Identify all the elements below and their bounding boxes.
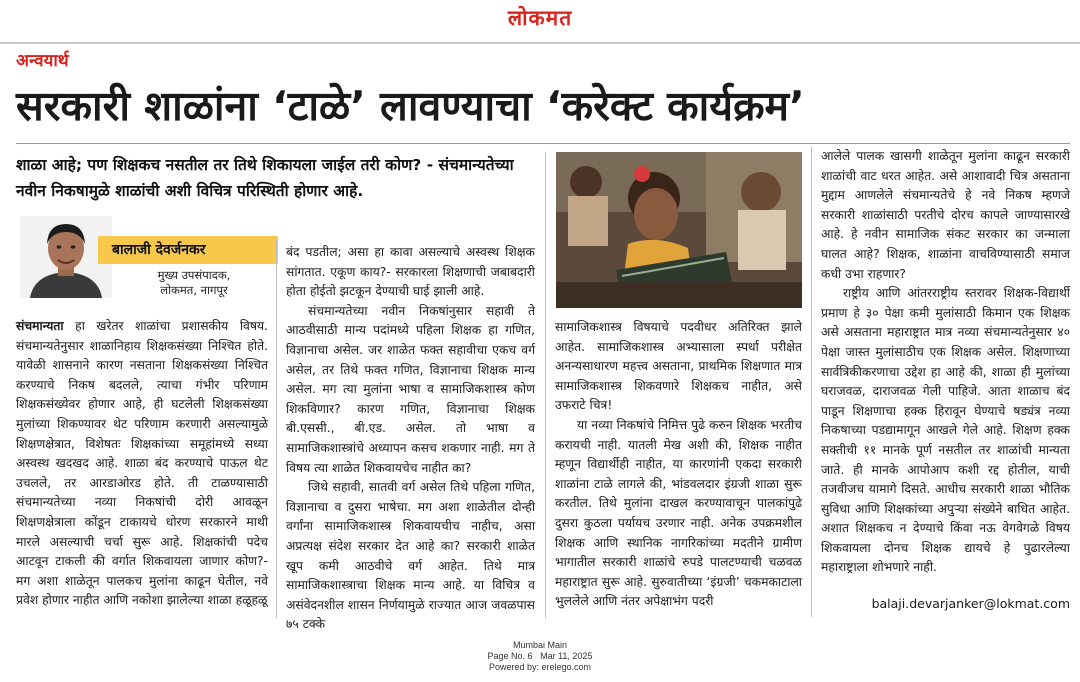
footer-edition: Mumbai Main xyxy=(512,640,568,650)
byline-name: बालाजी देवर्जनकर xyxy=(112,242,206,258)
article-column-3 xyxy=(555,318,802,616)
masthead-logo: लोकमत xyxy=(507,6,573,30)
lead-word: संचमान्यता xyxy=(16,319,64,333)
column-divider xyxy=(811,147,812,617)
paragraph xyxy=(16,317,268,611)
article-column-2 xyxy=(286,243,535,632)
article-deck: शाळा आहे; पण शिक्षकच नसतील तर तिथे शिकायला जाईल तरी कोण? - संचमान्यतेच्या नवीन निकषामुळे शाळांची अशी विचित्र परिस्थिती होणार आहे. xyxy=(16,156,514,200)
footer-date: Mar 11, 2025 xyxy=(540,651,593,661)
column-divider xyxy=(545,152,546,618)
headline-rule xyxy=(16,143,1070,144)
article-column-4 xyxy=(821,147,1070,599)
paragraph: जिथे सहावी, सातवी वर्ग असेल तिथे पहिला गणित, विज्ञानाचा व दुसरा भाषेचा. मग अशा शाळेतील दोन्ही वर्गांना सामाजिकशास्त्र शिकवायचीच नाहीच, असा अप्रत्यक्ष संदेश सरकार देत आहे का? सरकारी शाळेत खूप कमी आठवीचे वर्ग आहेत. तिथे मात्र सामाजिकशास्त्राचा शिक्षक मान्य आहे. या विचित्र व असंवेदनशील शासन निर्णयामुळे राज्यात आज जवळपास ७५ टक्के xyxy=(286,480,535,632)
classroom-children-photo-icon xyxy=(556,152,802,308)
byline-box xyxy=(16,216,278,304)
article-headline: सरकारी शाळांना ‘टाळे’ लावण्याचा ‘करेक्ट कार्यक्रम’ xyxy=(16,82,805,130)
article-photo xyxy=(556,152,802,308)
paragraph: संचमान्यतेच्या नवीन निकषांनुसार सहावी ते आठवीसाठी मान्य पदांमध्ये पहिला शिक्षक हा गणित, विज्ञानाचा असेल. जर शाळेत फक्त सहावीचा एकच वर्ग असेल, तर तिथे फक्त गणित, विज्ञानाचा शिक्षक मान्य असेल. मग त्या मुलांना भाषा व सामाजिकशास्त्र कोण शिकविणार? कारण गणित, विज्ञानाचा शिक्षक बी.एससी., बी.एड. असेल. तो भाषा व सामाजिकशास्त्रांचे अध्यापन कसच शकणार नाही. मग ते विषय त्या शाळेत शिकवायचेच नाहीत का? xyxy=(286,303,535,475)
page-footer xyxy=(400,640,680,673)
section-kicker: अन्वयार्थ xyxy=(16,51,69,71)
article-column-1 xyxy=(16,317,268,617)
paragraph: सामाजिकशास्त्र विषयाचे पदवीधर अतिरिक्त झाले आहेत. सामाजिकशास्त्र अभ्यासाला स्पर्धा परीक्षेत अनन्यसाधारण महत्त्व असताना, प्राथमिक शिक्षणात मात्र सामाजिकशास्त्र शिकवणारे शिक्षकच नाहीत, असे उफराटे चित्र! xyxy=(555,320,802,413)
byline-role-line2: लोकमत, नागपूर xyxy=(160,283,228,297)
byline-role xyxy=(114,268,274,298)
paragraph-text: हा खरेतर शाळांचा प्रशासकीय विषय. संचमान्यतेनुसार शाळानिहाय शिक्षकसंख्या निश्चित होते. यावेळी शासनाने कारण नसताना शिक्षकसंख्या निश्चित करण्याचे निकष बदलले, त्याचा गंभीर परिणाम शिक्षकसंख्येवर होणार आहे, ही घटलेली शिक्षकसंख्या मुलांच्या शिकण्यावर थेट परिणाम करणारी असल्यामुळे शिक्षणक्षेत्रात, विशेषतः शिक्षकांच्या समूहांमध्ये सध्या अस्वस्थ खदखद आहे. शाळा बंद करण्याचे पाऊल थेट उचलले, तर आरडाओरड होते. ती टाळण्यासाठी संचमान्यतेच्या नव्या निकषांची दोरी आवळून शिक्षणक्षेत्राला कोंडून टाकायचे धोरण सरकारने माथी मारले असल्याची चर्चा सुरू आहे. शिक्षकांची पदेच आटवून टाकली की वर्गात शिकवायला जाणार कोण?- मग अशा शाळेतून पालकच मुलांना काढून घेतील, नवे प्रवेश होणार नाहीत आणि नकोशा झालेल्या शाळा हळूहळू xyxy=(16,319,268,608)
paragraph: या नव्या निकषांचे निमित्त पुढे करुन शिक्षक भरतीच करायची नाही. यातली मेख अशी की, शिक्षक नाहीत म्हणून विद्यार्थीही नाहीत, या कारणांनी एकदा सरकारी शाळांना टाळे लागले की, भांडवलदार इंग्रजी शाळा सुरू करतील. तिथे मुलांना दाखल करण्यावाचून पालकांपुढे दुसरा कुठला पर्यायच उरणार नाही. अनेक उपक्रमशील शिक्षक आणि स्थानिक नागरिकांच्या मदतीने ग्रामीण भागातील सरकारी शाळांचे रुपडे पालटण्याची चळवळ महाराष्ट्रात सुरू आहे. सुरुवातीच्या ‘इंग्रजी’ चकमकाटाला भुललेले आणि नंतर अपेक्षाभंग पदरी xyxy=(555,417,802,609)
column-divider xyxy=(276,240,277,618)
paragraph: आलेले पालक खासगी शाळेतून मुलांना काढून सरकारी शाळांची वाट धरत आहेत. असे आशावादी चित्र असताना मुद्दाम आणलेले संचमान्यतेचे हे नवे निकष म्हणजे सरकारी शाळांसाठी परतीचे दोरच कापले जाण्यासारखे आहे. हे नवीन सामाजिक संकट सरकार का जन्माला घालत आहे? शिक्षक, शाळांना वाचविण्यासाठी समाज कधी उभा राहणार? xyxy=(821,149,1070,281)
masthead-rule xyxy=(0,42,1080,44)
byline-role-line1: मुख्य उपसंपादक, xyxy=(157,268,231,282)
paragraph: बंद पडतील; असा हा कावा असल्याचे अस्वस्थ शिक्षक सांगतात. एकूण काय?- सरकारला शिक्षणाची जबाबदारी होता होईतो झटकून देण्याची घाई झाली आहे. xyxy=(286,245,535,299)
paragraph: राष्ट्रीय आणि आंतरराष्ट्रीय स्तरावर शिक्षक-विद्यार्थी प्रमाण हे ३० पेक्षा कमी मुलांसाठी किमान एक शिक्षक असे असताना महाराष्ट्रात मात्र नव्या संचमान्यतेनुसार ४० पेक्षा जास्त मुलांसाठीच एक शिक्षक असेल. शिक्षणाच्या सार्वत्रिकीकरणाचा उद्देश हा आहे की, शाळा ही मुलांच्या घराजवळ, दाराजवळ गेली पाहिजे. आता शाळाच बंद पाडून शिक्षणाचा हक्क हिरावून घेण्याचे षड्यंत्र नव्या निकषाच्या पडद्यामागून आखले गेले आहे. शिक्षण हक्क सक्तीची ११ मानके पूर्ण नसतील तर शाळांची मान्यता जाते. ही मानके आपोआप कशी रद्द होतील, याची तजवीजच यामागे दिसते. आधीच सरकारी शाळा भौतिक सुविधा आणि शिक्षकांच्या अपुऱ्या संख्येने बाधित आहेत. अशात शिक्षकच न देण्याचे किंवा नऊ वेगवेगळे विषय शिकवायला दोनच शिक्षक द्यायचे हे पुढारलेल्या महाराष्ट्राला शोभणारे नाही. xyxy=(821,286,1070,575)
author-email[interactable]: balaji.devarjanker@lokmat.com xyxy=(871,596,1070,611)
footer-page: Page No. 6 xyxy=(487,651,533,661)
footer-page-date xyxy=(400,651,680,662)
footer-powered[interactable]: Powered by: erelego.com xyxy=(488,662,592,672)
